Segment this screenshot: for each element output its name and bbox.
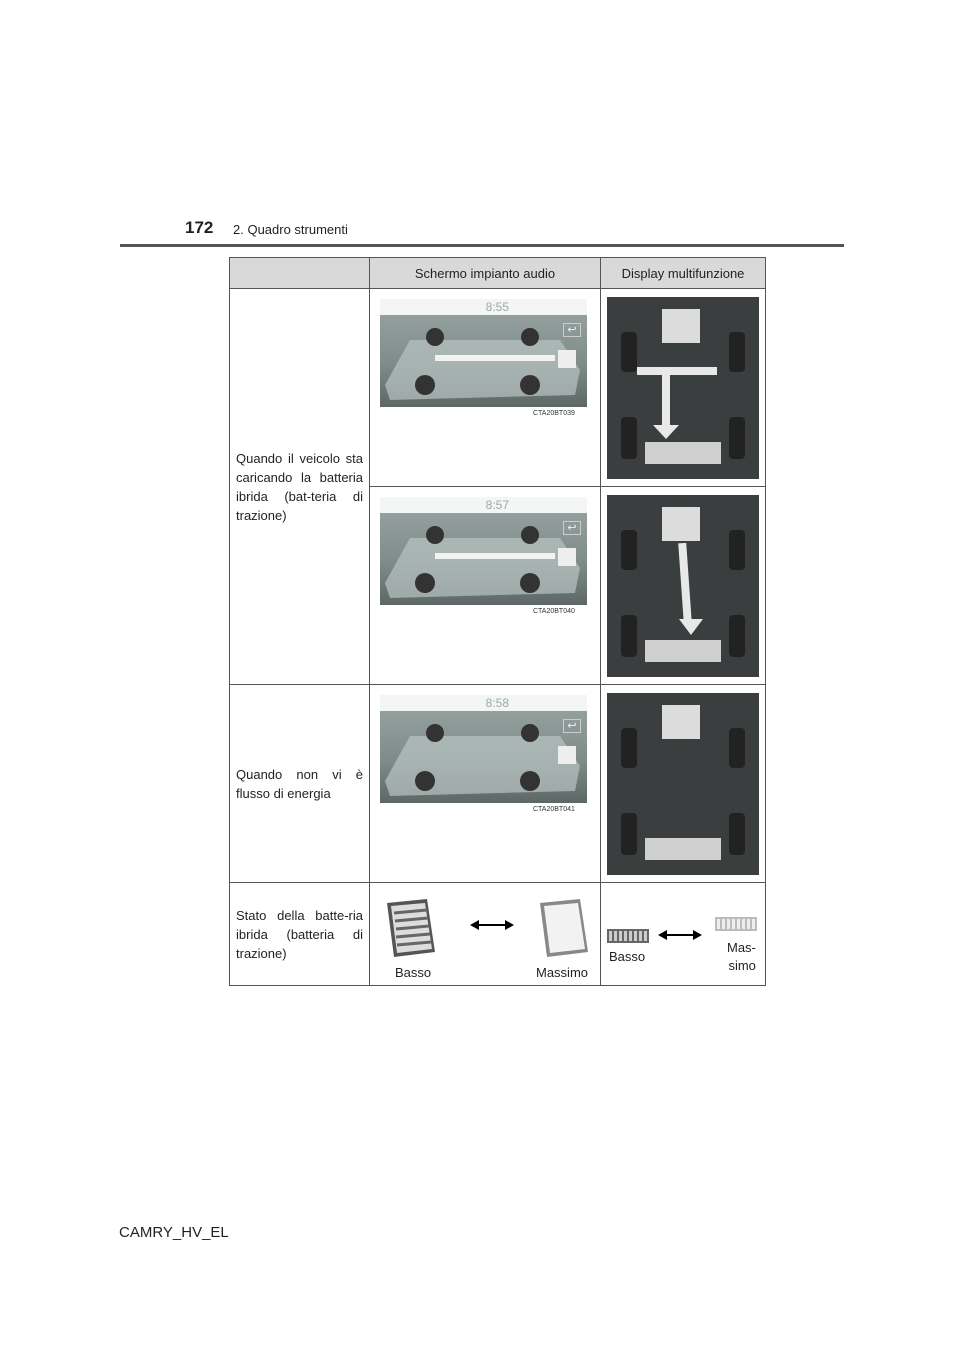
audio-low-label: Basso	[395, 965, 432, 980]
table-row	[230, 289, 766, 487]
image-code: CTA20BT040	[533, 608, 575, 615]
table-row	[230, 685, 766, 883]
mfd-battery-legend	[601, 883, 766, 986]
image-code: CTA20BT039	[533, 410, 575, 417]
table-header-row	[230, 258, 766, 289]
mfd-high-label: Mas- simo	[727, 940, 756, 973]
audio-screen-cell	[370, 289, 601, 487]
header-cell-empty	[230, 258, 370, 289]
header-multi-display: Display multifunzione	[601, 258, 766, 289]
mfd-low-label: Basso	[609, 949, 646, 964]
multi-display-cell	[601, 289, 766, 487]
audio-screen-image	[380, 695, 587, 803]
multi-display-cell	[601, 685, 766, 883]
back-icon: ↩	[563, 521, 581, 535]
back-icon: ↩	[563, 323, 581, 337]
audio-screen-image	[380, 299, 587, 407]
battery-icon	[607, 929, 649, 943]
row-label-charging: Quando il veicolo sta caricando la batteria ibrida (bat-teria di trazione)	[230, 289, 370, 685]
car-flow-illustration	[380, 513, 587, 605]
audio-high-label: Massimo	[536, 965, 589, 980]
page-number: 172	[185, 218, 214, 237]
battery-icon	[715, 917, 757, 931]
multi-display-image	[607, 297, 759, 479]
row-label-no-flow: Quando non vi è flusso di energia	[230, 685, 370, 883]
image-code: CTA20BT041	[533, 806, 575, 813]
table-row	[230, 883, 766, 986]
audio-screen-image	[380, 497, 587, 605]
screen-clock: 8:55	[485, 300, 509, 314]
screen-clock: 8:57	[485, 498, 509, 512]
multi-display-cell	[601, 487, 766, 685]
screen-clock: 8:58	[485, 696, 509, 710]
section-title: 2. Quadro strumenti	[233, 222, 348, 237]
multi-display-image	[607, 495, 759, 677]
header-rule	[120, 244, 844, 247]
battery-icon	[535, 897, 593, 959]
car-flow-illustration	[380, 315, 587, 407]
header-audio-screen: Schermo impianto audio	[370, 258, 601, 289]
car-illustration	[380, 711, 587, 803]
multi-display-image	[607, 693, 759, 875]
double-arrow-icon	[470, 918, 514, 932]
double-arrow-icon	[658, 928, 702, 942]
back-icon: ↩	[563, 719, 581, 733]
footer-model: CAMRY_HV_EL	[119, 1224, 229, 1241]
audio-screen-cell	[370, 685, 601, 883]
battery-icon	[382, 897, 440, 959]
energy-monitor-table	[229, 257, 766, 986]
audio-battery-legend	[370, 883, 601, 986]
row-label-battery-state: Stato della batte-ria ibrida (batteria di trazione)	[230, 883, 370, 986]
audio-screen-cell	[370, 487, 601, 685]
